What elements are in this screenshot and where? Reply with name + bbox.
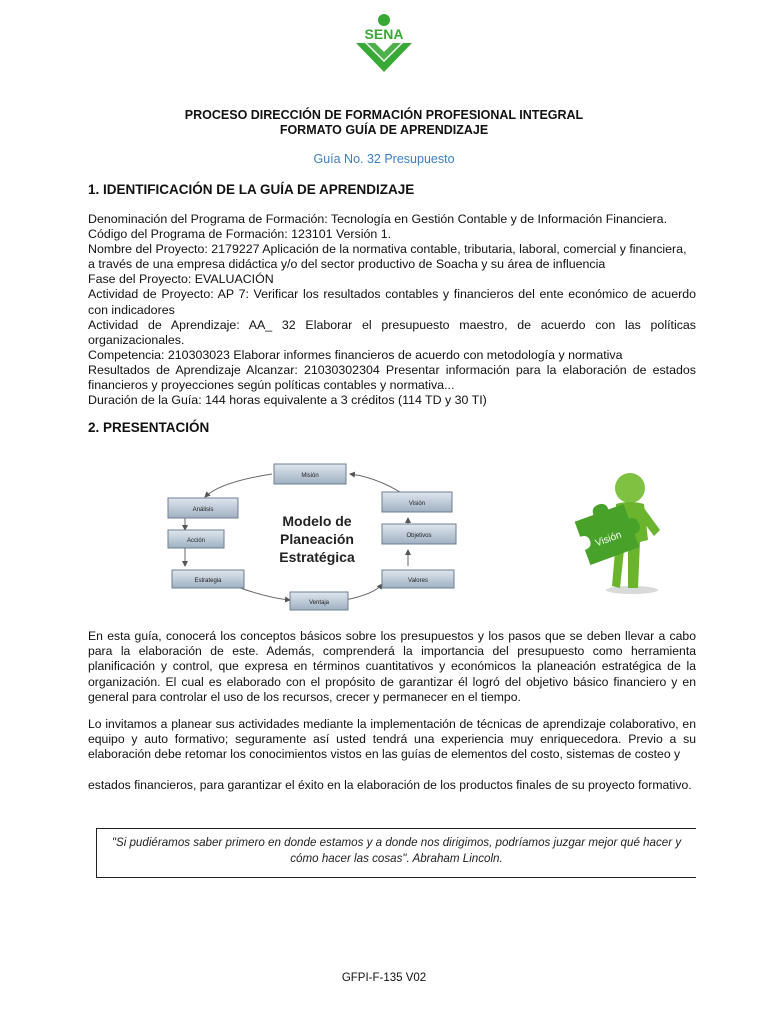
diagram-title-1: Modelo de [282, 513, 352, 529]
puzzle-figure-icon [570, 470, 670, 595]
header-line-1: PROCESO DIRECCIÓN DE FORMACIÓN PROFESIONAL INTEGRAL [184, 108, 584, 122]
ident-line: Competencia: 210303023 Elaborar informes financieros de acuerdo con metodología y normativa [88, 347, 623, 362]
strategic-planning-diagram [160, 462, 460, 612]
ident-line: Duración de la Guía: 144 horas equivalente a 3 créditos (114 TD y 30 TI) [88, 393, 487, 408]
puzzle-label: Visión [593, 529, 624, 550]
ident-line: Actividad de Proyecto: AP 7: Verificar los resultados contables y financieros del ente económico de acuerdo con indicadores [88, 287, 696, 317]
node-vision: Visión [408, 501, 426, 507]
ident-line: Resultados de Aprendizaje Alcanzar: 21030302304 Presentar información para la elaboración de estados financieros y proyecciones según políticas contables y normativa... [88, 362, 696, 393]
diagram-title-3: Estratégica [279, 549, 355, 565]
ident-line: Actividad de Aprendizaje: AA_ 32 Elaborar el presupuesto maestro, de acuerdo con las políticas organizacionales. [88, 317, 696, 347]
node-objetivos: Objetivos [406, 533, 432, 539]
logo-text: SENA [364, 26, 404, 42]
presentation-paragraph-2a: Lo invitamos a planear sus actividades mediante la implementación de técnicas de aprendizaje colaborativo, en equipo y auto formativo; seguramente así usted tendrá una experiencia muy enriquecedora. Previo a su elaboración debe retomar los conocimientos vistos en las guías de elementos del costo, sistemas de costeo y [88, 717, 696, 762]
presentation-paragraph-2b: estados financieros, para garantizar el éxito en la elaboración de los productos finales de su proyecto formativo. [88, 778, 692, 792]
section-1-heading: 1. IDENTIFICACIÓN DE LA GUÍA DE APRENDIZAJE [88, 182, 415, 197]
quote-text: "Si pudiéramos saber primero en donde estamos y a donde nos dirigimos, podríamos juzgar mejor qué hacer y cómo hacer las cosas". Abraham Lincoln. [111, 836, 682, 865]
identification-block [88, 212, 696, 408]
section-2-heading: 2. PRESENTACIÓN [88, 420, 210, 435]
quote-box [96, 828, 696, 878]
guide-title: Guía No. 32 Presupuesto [313, 152, 455, 166]
node-mision: Misión [301, 473, 319, 479]
ident-line: Denominación del Programa de Formación: Tecnología en Gestión Contable y de Información Financiera. [88, 212, 668, 226]
ident-line: Código del Programa de Formación: 123101 Versión 1. [88, 227, 392, 242]
sena-logo-icon [353, 12, 415, 74]
node-analisis: Análisis [192, 507, 214, 513]
node-ventaja: Ventaja [308, 600, 330, 606]
header-line-2: FORMATO GUÍA DE APRENDIZAJE [279, 123, 489, 137]
diagram-title-2: Planeación [280, 531, 354, 547]
presentation-paragraph-1: En esta guía, conocerá los conceptos básicos sobre los presupuestos y los pasos que se deben llevar a cabo para la elaboración de este. Además, comprenderá la importancia del presupuesto como herramienta planificación y control, que expresa en términos cuantitativos y económicos la planeación estratégica de la organización. El cual es elaborado con el propósito de garantizar él logró del objetivo básico financiero y en general para controlar el uso de los recursos, crecer y permanecer en el tiempo. [88, 629, 696, 704]
ident-line: Fase del Proyecto: EVALUACIÓN [88, 272, 274, 287]
node-valores: Valores [408, 578, 428, 584]
node-estrategia: Estrategia [194, 578, 222, 584]
node-accion: Acción [186, 538, 206, 544]
footer-code: GFPI-F-135 V02 [341, 972, 427, 984]
ident-line: Nombre del Proyecto: 2179227 Aplicación de la normativa contable, tributaria, laboral, comercial y financiera, a través de una empresa didáctica y/o del sector productivo de Soacha y su área de influencia [88, 242, 687, 272]
